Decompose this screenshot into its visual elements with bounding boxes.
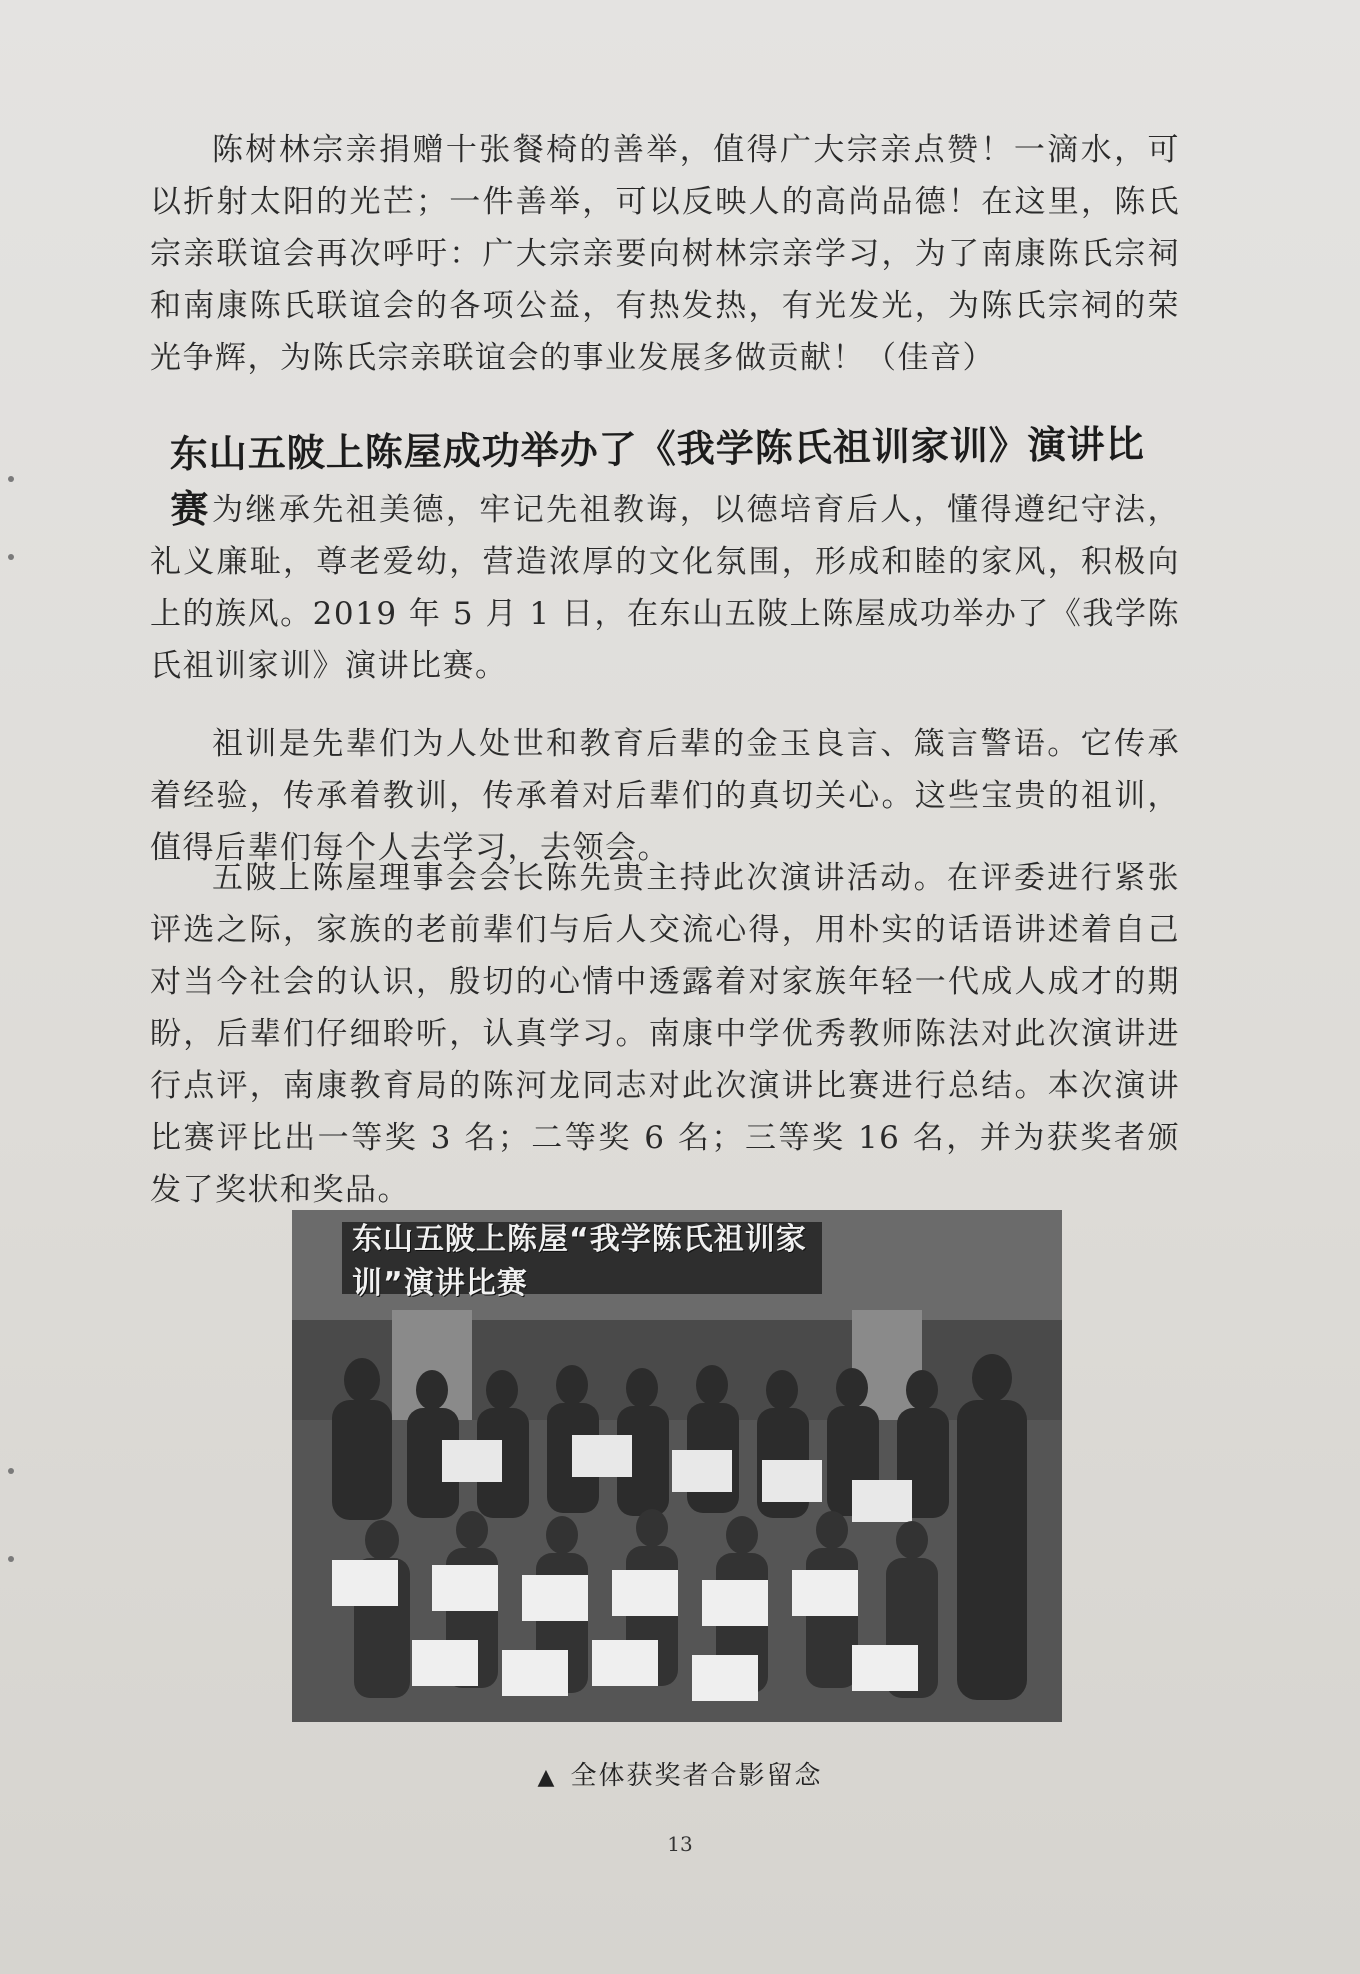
article-paragraph-3: 五陂上陈屋理事会会长陈先贵主持此次演讲活动。在评委进行紧张评选之际，家族的老前辈们与后人交流心得，用朴实的话语讲述着自己对当今社会的认识，殷切的心情中透露着对家族年轻一代成人成才的期盼，后辈们仔细聆听，认真学习。南康中学优秀教师陈法对此次演讲进行点评，南康教育局的陈河龙同志对此次演讲比赛进行总结。本次演讲比赛评比出一等奖 3 名；二等奖 6 名；三等奖 16 名，并为获奖者颁发了奖状和奖品。 [150, 860, 1180, 1208]
article-title: 东山五陂上陈屋成功举办了《我学陈氏祖训家训》演讲比赛 [169, 422, 1145, 532]
photo-caption-text: 全体获奖者合影留念 [570, 1761, 823, 1791]
article-paragraph-1: 为继承先祖美德，牢记先祖教诲，以德培育后人，懂得遵纪守法，礼义廉耻，尊老爱幼，营造浓厚的文化氛围，形成和睦的家风，积极向上的族风。2019 年 5 月 1 日，在东山五陂上陈屋成功举办了《我学陈氏祖训家训》演讲比赛。 [150, 492, 1180, 684]
intro-paragraph: 陈树林宗亲捐赠十张餐椅的善举，值得广大宗亲点赞！一滴水，可以折射太阳的光芒；一件善举，可以反映人的高尚品德！在这里，陈氏宗亲联谊会再次呼吁：广大宗亲要向树林宗亲学习，为了南康陈氏宗祠和南康陈氏联谊会的各项公益，有热发热，有光发光，为陈氏宗祠的荣光争辉，为陈氏宗亲联谊会的事业发展多做贡献！（佳音） [150, 132, 1180, 376]
binding-hole [8, 476, 14, 482]
page-number: 13 [667, 1832, 693, 1856]
group-photo [292, 1210, 1062, 1722]
photo-caption [0, 1755, 1360, 1792]
triangle-marker-icon: ▲ [537, 1765, 557, 1790]
photo-banner: 东山五陂上陈屋“我学陈氏祖训家训”演讲比赛 [352, 1222, 807, 1301]
binding-hole [8, 554, 14, 560]
article-paragraph-2: 祖训是先辈们为人处世和教育后辈的金玉良言、箴言警语。它传承着经验，传承着教训，传承着对后辈们的真切关心。这些宝贵的祖训，值得后辈们每个人去学习，去领会。 [150, 726, 1180, 866]
binding-hole [8, 1556, 14, 1562]
binding-hole [8, 1468, 14, 1474]
